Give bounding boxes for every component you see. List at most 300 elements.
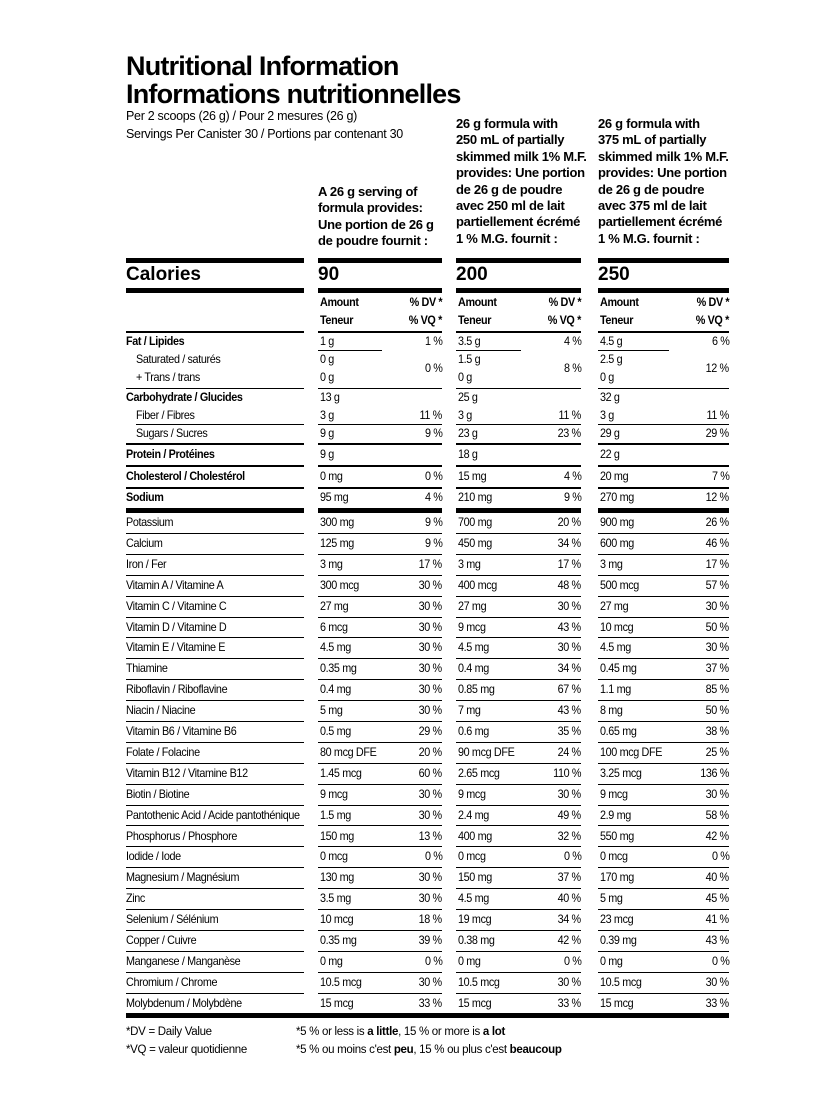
nutrient-row: Iron / Fer — [126, 556, 167, 571]
row-divider — [456, 951, 581, 952]
dv-value: 50 % — [705, 619, 729, 634]
amount-value: 0.38 mg — [458, 933, 495, 947]
amount-value: 80 mcg DFE — [320, 744, 377, 759]
row-divider — [598, 350, 669, 351]
thick-rule — [318, 288, 442, 293]
dv-value: 30 % — [557, 598, 581, 613]
row-divider — [126, 742, 304, 743]
dv-value: 30 % — [705, 640, 729, 655]
dv-value: 0 % — [711, 849, 729, 864]
dv-value: 110 % — [552, 765, 581, 780]
row-divider — [318, 784, 442, 785]
amount-value: 500 mcg — [600, 577, 639, 592]
dv-fat: 6 % — [711, 334, 729, 348]
row-divider — [598, 658, 729, 659]
row-divider — [318, 721, 442, 722]
nutrient-row: Vitamin D / Vitamine D — [126, 619, 227, 634]
dv-value: 43 % — [557, 619, 581, 634]
teneur-header: Teneur — [320, 313, 354, 327]
amount-value: 4.5 mg — [600, 640, 631, 655]
dv-value: 30 % — [418, 577, 442, 592]
dv-value: 30 % — [418, 870, 442, 885]
dv-value: 30 % — [418, 682, 442, 697]
dv-value: 32 % — [557, 828, 581, 843]
row-divider — [598, 554, 729, 555]
column-header-1: A 26 g serving of formula provides: Une portion de 26 g de poudre fournit : — [318, 184, 434, 249]
dv-value: 58 % — [705, 807, 729, 822]
dv-value: 13 % — [418, 828, 442, 843]
amount-value: 1.1 mg — [600, 682, 631, 697]
rule — [456, 331, 581, 333]
dv-fiber: 11 % — [558, 408, 581, 422]
rule — [126, 331, 304, 333]
thick-rule — [126, 288, 304, 293]
dv-value: 30 % — [557, 786, 581, 801]
nutrient-row: Zinc — [126, 891, 145, 906]
row-divider — [598, 424, 729, 425]
calories-value: 200 — [456, 264, 488, 285]
amount-trans: 0 g — [600, 370, 614, 384]
amount-value: 3.25 mcg — [600, 765, 642, 780]
row-divider — [126, 846, 304, 847]
nutrient-row: Pantothenic Acid / Acide pantothénique — [126, 807, 300, 822]
nutrient-protein: Protein / Protéines — [126, 447, 215, 461]
servings-per-container: Servings Per Canister 30 / Portions par contenant 30 — [126, 127, 403, 141]
amount-value: 0 mg — [600, 953, 623, 968]
amount-value: 0 mcg — [600, 849, 628, 864]
amount-value: 6 mcg — [320, 619, 348, 634]
calories-label: Calories — [126, 264, 201, 285]
dv-value: 30 % — [705, 598, 729, 613]
row-divider — [126, 554, 304, 555]
dv-value: 30 % — [418, 619, 442, 634]
dv-value: 43 % — [557, 703, 581, 718]
dv-header: % DV * — [409, 295, 442, 309]
title-fr: Informations nutritionnelles — [126, 79, 461, 109]
row-divider — [318, 443, 442, 445]
dv-value: 9 % — [424, 515, 442, 529]
amount-saturated: 0 g — [320, 352, 334, 366]
amount-fiber: 3 g — [458, 408, 472, 422]
teneur-header: Teneur — [458, 313, 492, 327]
dv-value: 37 % — [705, 661, 729, 676]
row-divider — [126, 825, 304, 826]
amount-value: 4.5 mg — [458, 891, 489, 906]
dv-value: 30 % — [705, 786, 729, 801]
row-divider — [318, 700, 442, 701]
amount-value: 0.6 mg — [458, 724, 489, 738]
dv-value: 42 % — [705, 828, 729, 843]
amount-value: 0.85 mg — [458, 682, 495, 697]
dv-value: 17 % — [557, 556, 581, 571]
dv-cholesterol: 7 % — [711, 469, 729, 483]
amount-sodium: 270 mg — [600, 490, 634, 504]
row-divider — [456, 617, 581, 618]
dv-value: 30 % — [705, 974, 729, 989]
nutrient-row: Phosphorus / Phosphore — [126, 828, 237, 843]
amount-fat: 3.5 g — [458, 334, 481, 348]
bottom-rule — [126, 1013, 729, 1018]
amount-protein: 18 g — [458, 447, 478, 461]
row-divider — [598, 721, 729, 722]
row-divider — [126, 888, 304, 889]
amount-value: 9 mcg — [320, 786, 348, 801]
amount-value: 2.9 mg — [600, 807, 631, 822]
amount-value: 300 mcg — [320, 577, 359, 592]
row-divider — [126, 533, 304, 534]
amount-value: 0 mcg — [458, 849, 486, 864]
row-divider — [126, 487, 304, 489]
calories-rule — [598, 258, 729, 263]
nutrient-carbohydrate: Carbohydrate / Glucides — [126, 390, 243, 404]
amount-value: 27 mg — [320, 598, 349, 613]
dv-value: 0 % — [711, 953, 729, 968]
dv-value: 9 % — [424, 535, 442, 550]
row-divider — [318, 679, 442, 680]
amount-value: 1.5 mg — [320, 807, 351, 822]
row-divider — [456, 930, 581, 931]
dv-sat-trans: 0 % — [424, 361, 442, 375]
row-divider — [318, 867, 442, 868]
nutrient-row: Vitamin A / Vitamine A — [126, 577, 224, 592]
row-divider — [456, 465, 581, 467]
row-divider — [318, 465, 442, 467]
row-divider — [598, 805, 729, 806]
amount-value: 400 mcg — [458, 577, 497, 592]
amount-cholesterol: 20 mg — [600, 469, 629, 483]
nutrient-row: Thiamine — [126, 661, 168, 676]
row-divider — [598, 388, 729, 389]
row-divider — [318, 554, 442, 555]
row-divider — [456, 909, 581, 910]
calories-rule — [318, 258, 442, 263]
amount-value: 0.5 mg — [320, 724, 351, 738]
amount-header: Amount — [600, 295, 639, 309]
dv-value: 37 % — [557, 870, 581, 885]
nutrient-trans: + Trans / trans — [136, 370, 200, 384]
dv-value: 30 % — [418, 786, 442, 801]
dv-value: 85 % — [705, 682, 729, 697]
row-divider — [598, 825, 729, 826]
vq-header: % VQ * — [547, 313, 581, 327]
row-divider — [598, 888, 729, 889]
row-divider — [126, 805, 304, 806]
row-divider — [456, 554, 581, 555]
amount-protein: 9 g — [320, 447, 334, 461]
nutrient-row: Vitamin C / Vitamine C — [126, 598, 227, 613]
amount-value: 300 mg — [320, 515, 354, 529]
dv-sodium: 4 % — [424, 490, 442, 504]
nutrient-fiber: Fiber / Fibres — [136, 408, 195, 422]
dv-value: 60 % — [418, 765, 442, 780]
amount-saturated: 1.5 g — [458, 352, 481, 366]
row-divider — [126, 951, 304, 952]
row-divider — [598, 972, 729, 973]
nutrient-fat: Fat / Lipides — [126, 334, 185, 348]
row-divider — [456, 658, 581, 659]
row-divider — [456, 350, 521, 351]
row-divider — [318, 825, 442, 826]
amount-value: 130 mg — [320, 870, 354, 885]
amount-value: 10.5 mcg — [600, 974, 642, 989]
row-divider — [126, 575, 304, 576]
row-divider — [456, 443, 581, 445]
dv-value: 0 % — [424, 953, 442, 968]
row-divider — [598, 637, 729, 638]
amount-cholesterol: 0 mg — [320, 469, 343, 483]
dv-header: % DV * — [548, 295, 581, 309]
row-divider — [318, 575, 442, 576]
row-divider — [598, 533, 729, 534]
amount-value: 2.65 mcg — [458, 765, 500, 780]
row-divider — [318, 805, 442, 806]
amount-sodium: 210 mg — [458, 490, 492, 504]
dv-value: 57 % — [705, 577, 729, 592]
dv-header: % DV * — [696, 295, 729, 309]
nutrient-row: Magnesium / Magnésium — [126, 870, 240, 885]
serving-size: Per 2 scoops (26 g) / Pour 2 mesures (26 g) — [126, 109, 357, 123]
dv-sat-trans: 8 % — [563, 361, 581, 375]
amount-carbohydrate: 32 g — [600, 390, 620, 404]
footnote-fr: *5 % ou moins c'est peu, 15 % ou plus c'est beaucoup — [296, 1044, 562, 1056]
dv-value: 0 % — [563, 849, 581, 864]
amount-value: 0.39 mg — [600, 933, 637, 947]
nutrient-row: Selenium / Sélénium — [126, 912, 219, 927]
row-divider — [598, 679, 729, 680]
dv-value: 33 % — [557, 995, 581, 1010]
row-divider — [126, 388, 304, 389]
amount-value: 5 mg — [320, 703, 343, 718]
dv-value: 49 % — [557, 807, 581, 822]
nutrient-row: Copper / Cuivre — [126, 933, 197, 947]
nutrient-row: Chromium / Chrome — [126, 974, 218, 989]
thick-rule — [456, 288, 581, 293]
nutrient-row: Molybdenum / Molybdène — [126, 995, 242, 1010]
nutrient-row: Manganese / Manganèse — [126, 953, 241, 968]
dv-value: 30 % — [418, 640, 442, 655]
nutrient-row: Iodide / Iode — [126, 849, 181, 864]
row-divider — [318, 388, 442, 389]
nutrient-row: Vitamin E / Vitamine E — [126, 640, 226, 655]
row-divider — [598, 617, 729, 618]
dv-value: 40 % — [557, 891, 581, 906]
amount-fiber: 3 g — [320, 408, 334, 422]
nutrient-saturated: Saturated / saturés — [136, 352, 221, 366]
row-divider — [126, 909, 304, 910]
amount-value: 3 mg — [458, 556, 481, 571]
row-divider — [598, 443, 729, 445]
amount-value: 4.5 mg — [320, 640, 351, 655]
amount-value: 600 mg — [600, 535, 634, 550]
dv-fat: 4 % — [563, 334, 581, 348]
row-divider — [126, 993, 304, 994]
nutrient-sodium: Sodium — [126, 490, 164, 504]
row-divider — [126, 617, 304, 618]
amount-value: 1.45 mcg — [320, 765, 362, 780]
row-divider — [598, 867, 729, 868]
amount-carbohydrate: 25 g — [458, 390, 478, 404]
dv-value: 48 % — [557, 577, 581, 592]
row-divider — [598, 763, 729, 764]
row-divider — [126, 972, 304, 973]
amount-value: 0 mg — [458, 953, 481, 968]
dv-value: 38 % — [705, 724, 729, 738]
row-divider — [126, 721, 304, 722]
dv-value: 46 % — [705, 535, 729, 550]
teneur-header: Teneur — [600, 313, 634, 327]
calories-rule — [126, 258, 304, 263]
row-divider — [456, 637, 581, 638]
dv-value: 33 % — [418, 995, 442, 1010]
row-divider — [126, 465, 304, 467]
amount-header: Amount — [458, 295, 497, 309]
amount-value: 0.35 mg — [320, 933, 357, 947]
amount-value: 8 mg — [600, 703, 623, 718]
dv-value: 0 % — [424, 849, 442, 864]
amount-value: 27 mg — [600, 598, 629, 613]
amount-value: 0.65 mg — [600, 724, 637, 738]
row-divider — [126, 867, 304, 868]
amount-value: 2.4 mg — [458, 807, 489, 822]
row-divider — [456, 533, 581, 534]
amount-value: 19 mcg — [458, 912, 492, 927]
row-divider — [456, 596, 581, 597]
dv-value: 45 % — [705, 891, 729, 906]
amount-sugars: 23 g — [458, 426, 478, 440]
amount-value: 450 mg — [458, 535, 492, 550]
row-divider — [456, 508, 581, 513]
amount-value: 23 mcg — [600, 912, 634, 927]
row-divider — [126, 443, 304, 445]
row-divider — [318, 763, 442, 764]
amount-value: 150 mg — [458, 870, 492, 885]
nutrient-row: Vitamin B12 / Vitamine B12 — [126, 765, 248, 780]
dv-value: 34 % — [557, 912, 581, 927]
amount-value: 125 mg — [320, 535, 354, 550]
row-divider — [318, 846, 442, 847]
dv-value: 41 % — [705, 912, 729, 927]
dv-value: 30 % — [418, 974, 442, 989]
row-divider — [126, 596, 304, 597]
amount-value: 550 mg — [600, 828, 634, 843]
row-divider — [456, 721, 581, 722]
dv-value: 0 % — [563, 953, 581, 968]
row-divider — [598, 993, 729, 994]
amount-value: 0 mg — [320, 953, 343, 968]
nutrient-row: Folate / Folacine — [126, 744, 200, 759]
column-header-3: 26 g formula with 375 mL of partially skimmed milk 1% M.F. provides: Une portion de 26 g de poudre avec 375 ml de lait partiellement écrémé 1 % M.G. fournit : — [598, 116, 729, 246]
row-divider — [598, 846, 729, 847]
amount-value: 9 mcg — [458, 786, 486, 801]
dv-value: 43 % — [705, 933, 729, 947]
row-divider — [318, 909, 442, 910]
row-divider — [456, 805, 581, 806]
amount-value: 5 mg — [600, 891, 623, 906]
row-divider — [456, 846, 581, 847]
dv-sat-trans: 12 % — [705, 361, 729, 375]
dv-fat: 1 % — [424, 334, 442, 348]
amount-value: 100 mcg DFE — [600, 744, 663, 759]
row-divider — [456, 888, 581, 889]
row-divider — [456, 867, 581, 868]
amount-protein: 22 g — [600, 447, 620, 461]
row-divider — [126, 784, 304, 785]
row-divider — [456, 825, 581, 826]
dv-value: 29 % — [418, 724, 442, 738]
dv-sodium: 9 % — [563, 490, 581, 504]
row-divider — [598, 742, 729, 743]
footnote-dv: *DV = Daily Value — [126, 1026, 212, 1038]
dv-value: 30 % — [418, 891, 442, 906]
row-divider — [456, 679, 581, 680]
row-divider — [598, 784, 729, 785]
amount-carbohydrate: 13 g — [320, 390, 340, 404]
amount-value: 3.5 mg — [320, 891, 351, 906]
amount-value: 4.5 mg — [458, 640, 489, 655]
amount-value: 3 mg — [320, 556, 343, 571]
row-divider — [126, 679, 304, 680]
row-divider — [136, 424, 304, 425]
row-divider — [126, 930, 304, 931]
calories-value: 90 — [318, 264, 340, 285]
row-divider — [456, 575, 581, 576]
dv-cholesterol: 4 % — [563, 469, 581, 483]
nutrient-row: Riboflavin / Riboflavine — [126, 682, 228, 697]
row-divider — [126, 700, 304, 701]
nutrient-row: Vitamin B6 / Vitamine B6 — [126, 724, 237, 738]
title-en: Nutritional Information — [126, 51, 399, 81]
amount-value: 0 mcg — [320, 849, 348, 864]
amount-value: 10.5 mcg — [320, 974, 362, 989]
amount-value: 400 mg — [458, 828, 492, 843]
dv-value: 26 % — [705, 515, 729, 529]
amount-value: 170 mg — [600, 870, 634, 885]
row-divider — [318, 930, 442, 931]
dv-value: 40 % — [705, 870, 729, 885]
row-divider — [318, 487, 442, 489]
calories-rule — [456, 258, 581, 263]
row-divider — [126, 508, 304, 513]
dv-sugars: 9 % — [424, 426, 442, 440]
amount-value: 27 mg — [458, 598, 487, 613]
amount-saturated: 2.5 g — [600, 352, 623, 366]
amount-value: 9 mcg — [600, 786, 628, 801]
footnote-en: *5 % or less is a little, 15 % or more is a lot — [296, 1026, 505, 1038]
amount-trans: 0 g — [320, 370, 334, 384]
nutrient-row: Calcium — [126, 535, 163, 550]
nutrient-cholesterol: Cholesterol / Cholestérol — [126, 469, 245, 483]
dv-value: 30 % — [418, 703, 442, 718]
row-divider — [318, 637, 442, 638]
amount-trans: 0 g — [458, 370, 472, 384]
dv-value: 39 % — [418, 933, 442, 947]
amount-fat: 1 g — [320, 334, 334, 348]
dv-sodium: 12 % — [705, 490, 729, 504]
amount-value: 10.5 mcg — [458, 974, 500, 989]
dv-value: 67 % — [557, 682, 581, 697]
dv-value: 136 % — [700, 765, 729, 780]
footnote-vq: *VQ = valeur quotidienne — [126, 1044, 247, 1056]
dv-value: 30 % — [418, 661, 442, 676]
amount-sodium: 95 mg — [320, 490, 349, 504]
nutrient-row: Niacin / Niacine — [126, 703, 196, 718]
row-divider — [598, 596, 729, 597]
dv-value: 34 % — [557, 535, 581, 550]
amount-value: 0.4 mg — [458, 661, 489, 676]
row-divider — [598, 951, 729, 952]
dv-value: 24 % — [557, 744, 581, 759]
row-divider — [318, 972, 442, 973]
